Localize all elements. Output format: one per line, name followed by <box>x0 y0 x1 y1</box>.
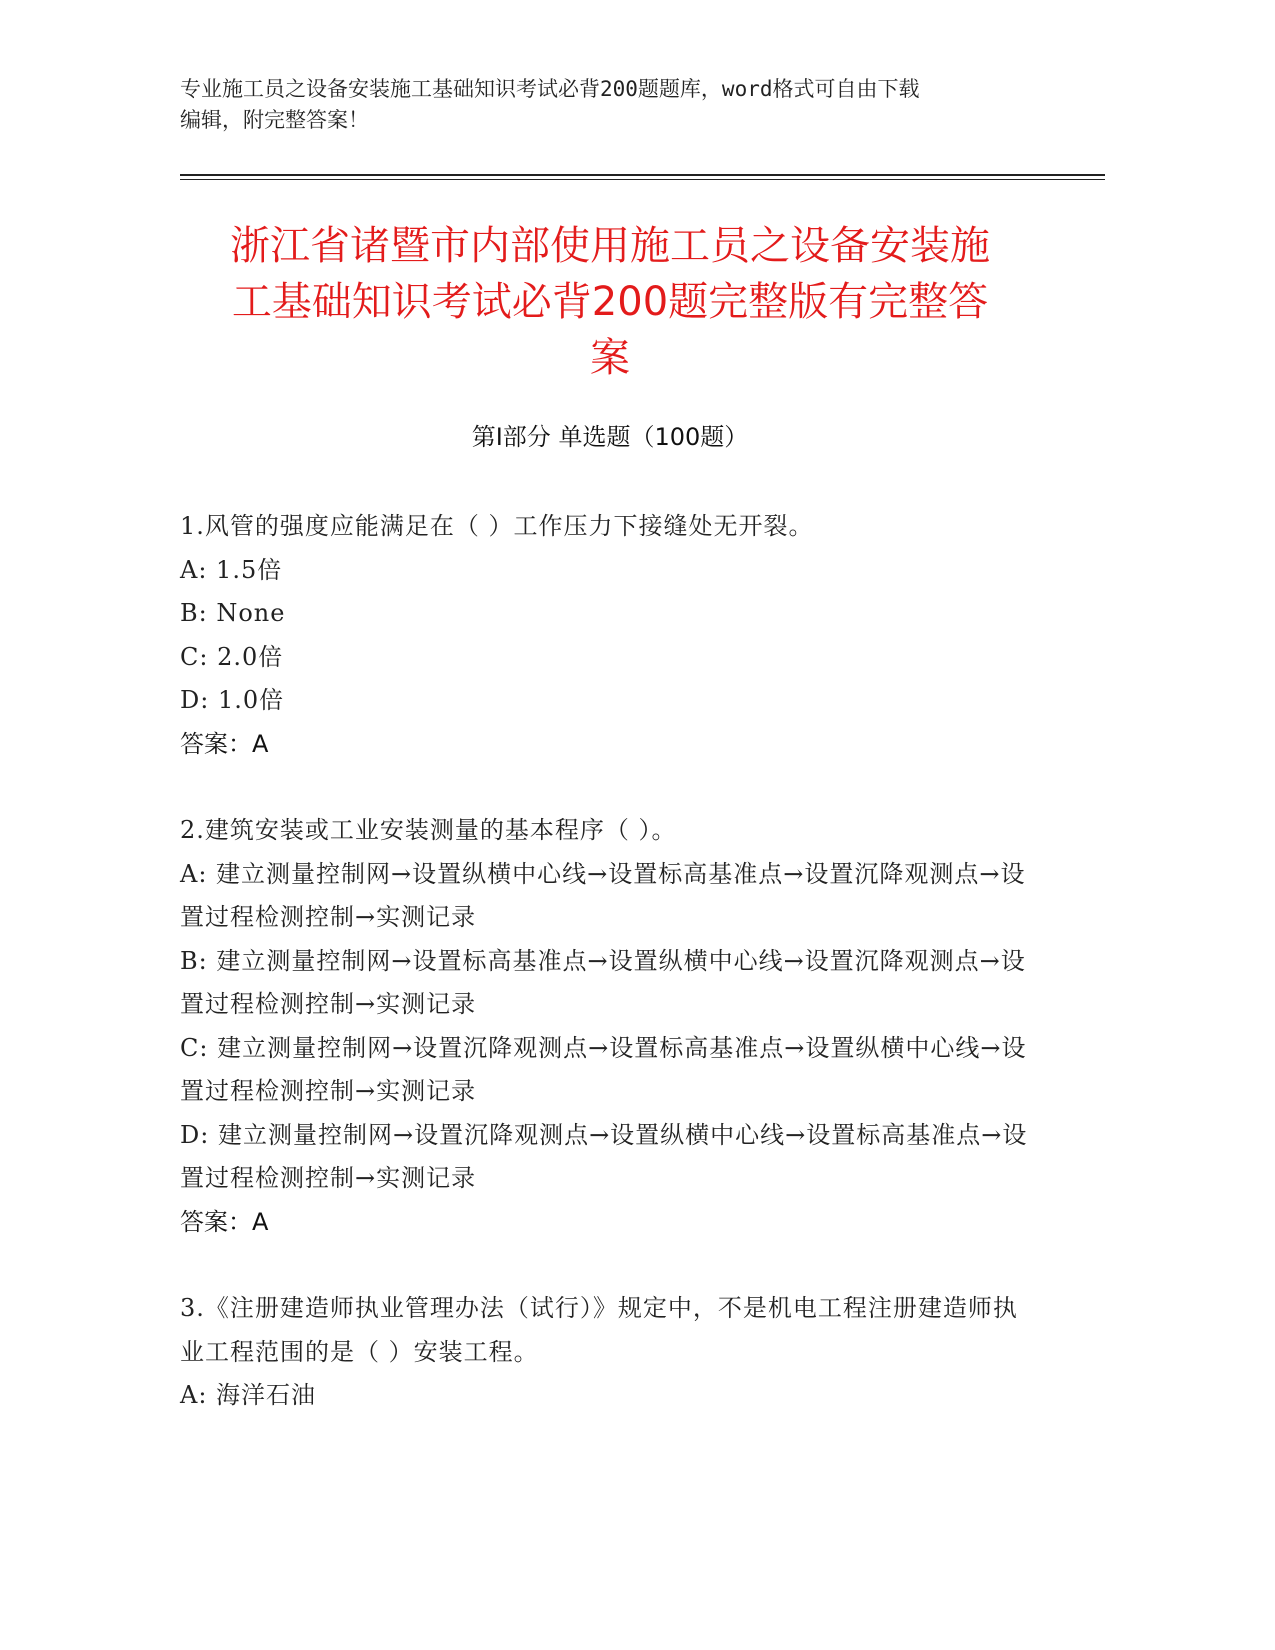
question-stem: 1.风管的强度应能满足在（ ）工作压力下接缝处无开裂。 <box>180 512 814 540</box>
document-header-note <box>180 74 1060 136</box>
title-line-3: 案 <box>590 335 630 381</box>
option-c: C: 建立测量控制网→设置沉降观测点→设置标高基准点→设置纵横中心线→设置过程检测控制→实测记录 <box>180 1033 1027 1105</box>
option-a: A: 1.5倍 <box>180 555 283 584</box>
header-divider-thick <box>180 174 1105 176</box>
title-line-1: 浙江省诸暨市内部使用施工员之设备安装施 <box>230 223 990 269</box>
answer-line: 答案：A <box>180 729 269 758</box>
section-heading: 第Ⅰ部分 单选题（100题） <box>471 423 749 451</box>
question-1 <box>180 505 1030 766</box>
header-divider-thin <box>180 179 1105 180</box>
question-stem: 2.建筑安装或工业安装测量的基本程序（ ）。 <box>180 816 677 844</box>
option-b: B: 建立测量控制网→设置标高基准点→设置纵横中心线→设置沉降观测点→设置过程检测控制→实测记录 <box>180 946 1026 1018</box>
question-3 <box>180 1287 1030 1418</box>
header-line-2: 编辑，附完整答案！ <box>180 108 369 132</box>
question-list <box>180 505 1030 1461</box>
question-stem: 3.《注册建造师执业管理办法（试行）》规定中，不是机电工程注册建造师执业工程范围的是（ ）安装工程。 <box>180 1294 1018 1366</box>
option-c: C: 2.0倍 <box>180 642 284 671</box>
option-d: D: 1.0倍 <box>180 686 285 714</box>
option-d: D: 建立测量控制网→设置沉降观测点→设置纵横中心线→设置标高基准点→设置过程检测控制→实测记录 <box>180 1120 1028 1192</box>
option-a: A: 建立测量控制网→设置纵横中心线→设置标高基准点→设置沉降观测点→设置过程检测控制→实测记录 <box>180 859 1026 931</box>
document-title <box>180 218 1040 386</box>
header-line-1: 专业施工员之设备安装施工基础知识考试必背200题题库，word格式可自由下载 <box>180 77 920 101</box>
option-a: A: 海洋石油 <box>180 1381 317 1409</box>
title-line-2: 工基础知识考试必背200题完整版有完整答 <box>231 279 989 325</box>
answer-line: 答案：A <box>180 1207 269 1236</box>
option-b: B: None <box>180 599 286 627</box>
question-2 <box>180 809 1030 1244</box>
